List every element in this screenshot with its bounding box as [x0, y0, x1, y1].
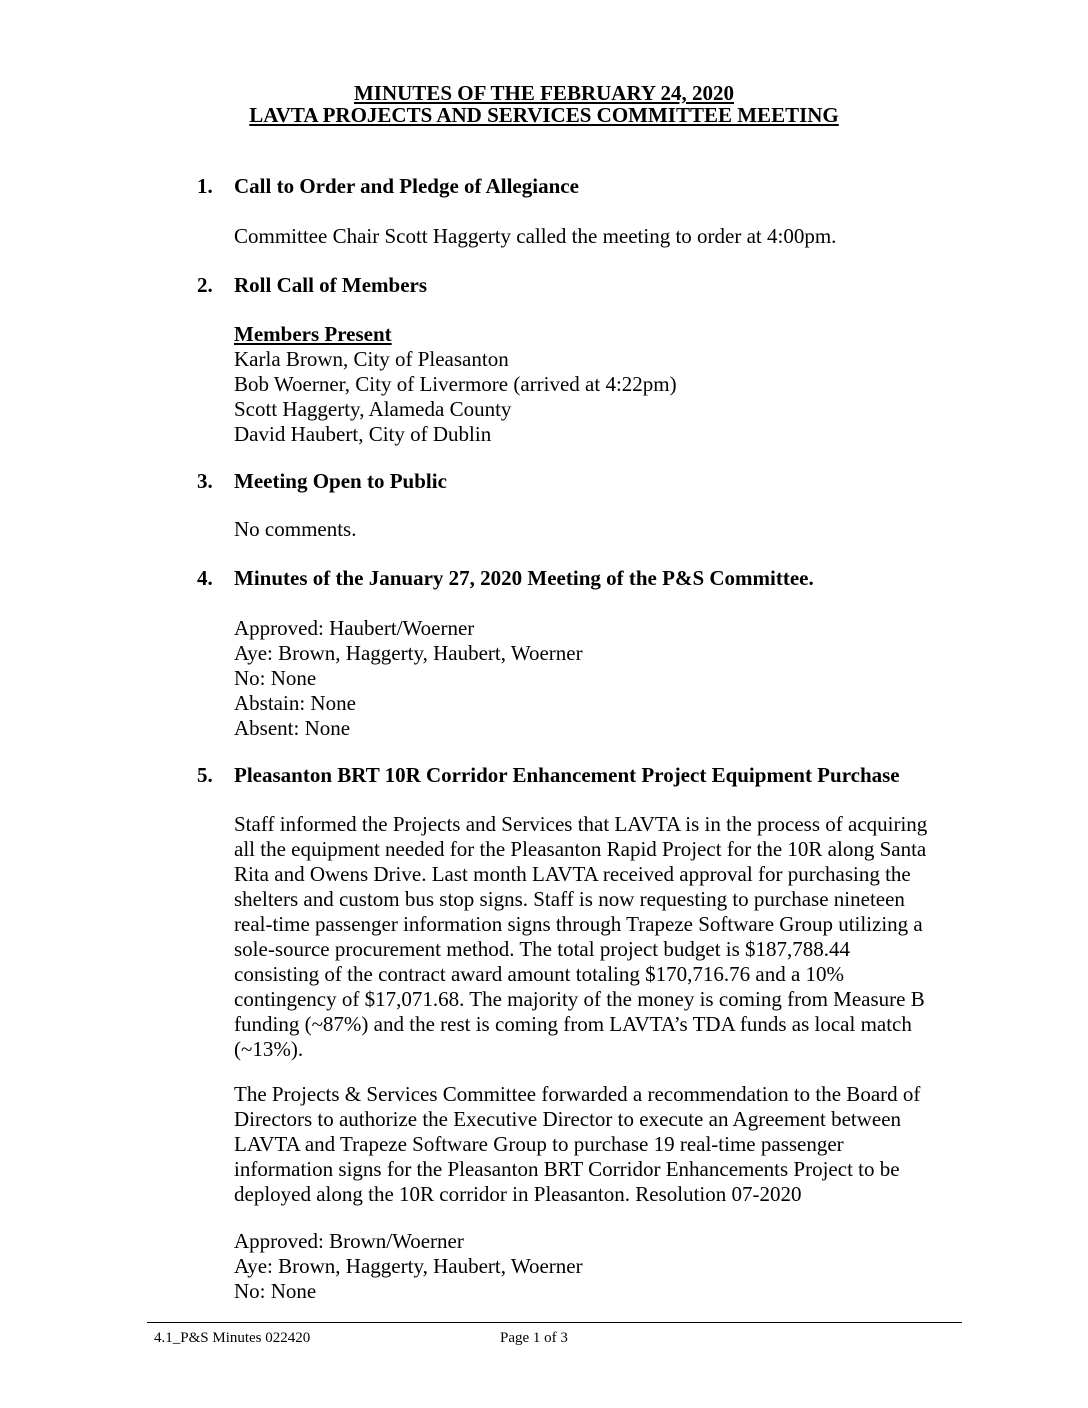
- section-4-number: 4.: [197, 566, 213, 590]
- vote-line: Aye: Brown, Haggerty, Haubert, Woerner: [234, 1254, 583, 1278]
- paragraph-line: contingency of $17,071.68. The majority of the money is coming from Measure B: [234, 987, 925, 1011]
- paragraph-line: shelters and custom bus stop signs. Staff is now requesting to purchase nineteen: [234, 887, 905, 911]
- paragraph-line: LAVTA and Trapeze Software Group to purchase 19 real-time passenger: [234, 1132, 844, 1156]
- section-5-votes: [234, 1229, 954, 1304]
- section-1-body: [234, 224, 954, 249]
- vote-line: Aye: Brown, Haggerty, Haubert, Woerner: [234, 641, 583, 665]
- paragraph-line: The Projects & Services Committee forwarded a recommendation to the Board of: [234, 1082, 921, 1106]
- minutes-title-line1: MINUTES OF THE FEBRUARY 24, 2020: [353, 81, 735, 105]
- section-4-title: Minutes of the January 27, 2020 Meeting of the P&S Committee.: [234, 566, 814, 590]
- minutes-title-line2: LAVTA PROJECTS AND SERVICES COMMITTEE MEETING: [249, 103, 839, 127]
- paragraph-line: consisting of the contract award amount totaling $170,716.76 and a 10%: [234, 962, 845, 986]
- paragraph-line: Rita and Owens Drive. Last month LAVTA received approval for purchasing the: [234, 862, 911, 886]
- paragraph-line: Staff informed the Projects and Services that LAVTA is in the process of acquiring: [234, 812, 928, 836]
- member-entry: Bob Woerner, City of Livermore (arrived at 4:22pm): [234, 372, 677, 396]
- vote-line: Approved: Brown/Woerner: [234, 1229, 464, 1253]
- footer-divider: [147, 1322, 962, 1323]
- section-2-title: Roll Call of Members: [234, 273, 428, 297]
- paragraph-line: (~13%).: [234, 1037, 304, 1061]
- vote-line: Absent: None: [234, 716, 351, 740]
- paragraph-line: all the equipment needed for the Pleasanton Rapid Project for the 10R along Santa: [234, 837, 927, 861]
- section-5-paragraph-2: [234, 1082, 954, 1207]
- paragraph-line: information signs for the Pleasanton BRT Corridor Enhancements Project to be: [234, 1157, 900, 1181]
- vote-line: Abstain: None: [234, 691, 356, 715]
- paragraph-line: funding (~87%) and the rest is coming from LAVTA’s TDA funds as local match: [234, 1012, 912, 1036]
- paragraph-line: real-time passenger information signs through Trapeze Software Group utilizing a: [234, 912, 923, 936]
- vote-line: No: None: [234, 666, 317, 690]
- footer-document-id: 4.1_P&S Minutes 022420: [154, 1330, 311, 1346]
- member-entry: David Haubert, City of Dublin: [234, 422, 492, 446]
- section-3-number: 3.: [197, 469, 213, 493]
- section-3-title: Meeting Open to Public: [234, 469, 447, 493]
- section-1-number: 1.: [197, 174, 213, 198]
- vote-line: Approved: Haubert/Woerner: [234, 616, 475, 640]
- section-3-body: [234, 517, 954, 542]
- section-4-votes: [234, 616, 954, 741]
- members-present-block: [234, 322, 954, 447]
- footer-page-number: Page 1 of 3: [500, 1330, 568, 1346]
- paragraph-line: Directors to authorize the Executive Director to execute an Agreement between: [234, 1107, 902, 1131]
- section-1-line: Committee Chair Scott Haggerty called the meeting to order at 4:00pm.: [234, 224, 837, 248]
- member-entry: Karla Brown, City of Pleasanton: [234, 347, 509, 371]
- section-5-number: 5.: [197, 763, 213, 787]
- paragraph-line: sole-source procurement method. The total project budget is $187,788.44: [234, 937, 851, 961]
- members-present-heading: Members Present: [234, 322, 392, 346]
- paragraph-line: deployed along the 10R corridor in Pleasanton. Resolution 07-2020: [234, 1182, 802, 1206]
- section-3-line: No comments.: [234, 517, 357, 541]
- section-2-number: 2.: [197, 273, 213, 297]
- section-5-title: Pleasanton BRT 10R Corridor Enhancement Project Equipment Purchase: [234, 763, 900, 787]
- member-entry: Scott Haggerty, Alameda County: [234, 397, 512, 421]
- section-1-title: Call to Order and Pledge of Allegiance: [234, 174, 579, 198]
- vote-line: No: None: [234, 1279, 317, 1303]
- section-5-paragraph-1: [234, 812, 954, 1062]
